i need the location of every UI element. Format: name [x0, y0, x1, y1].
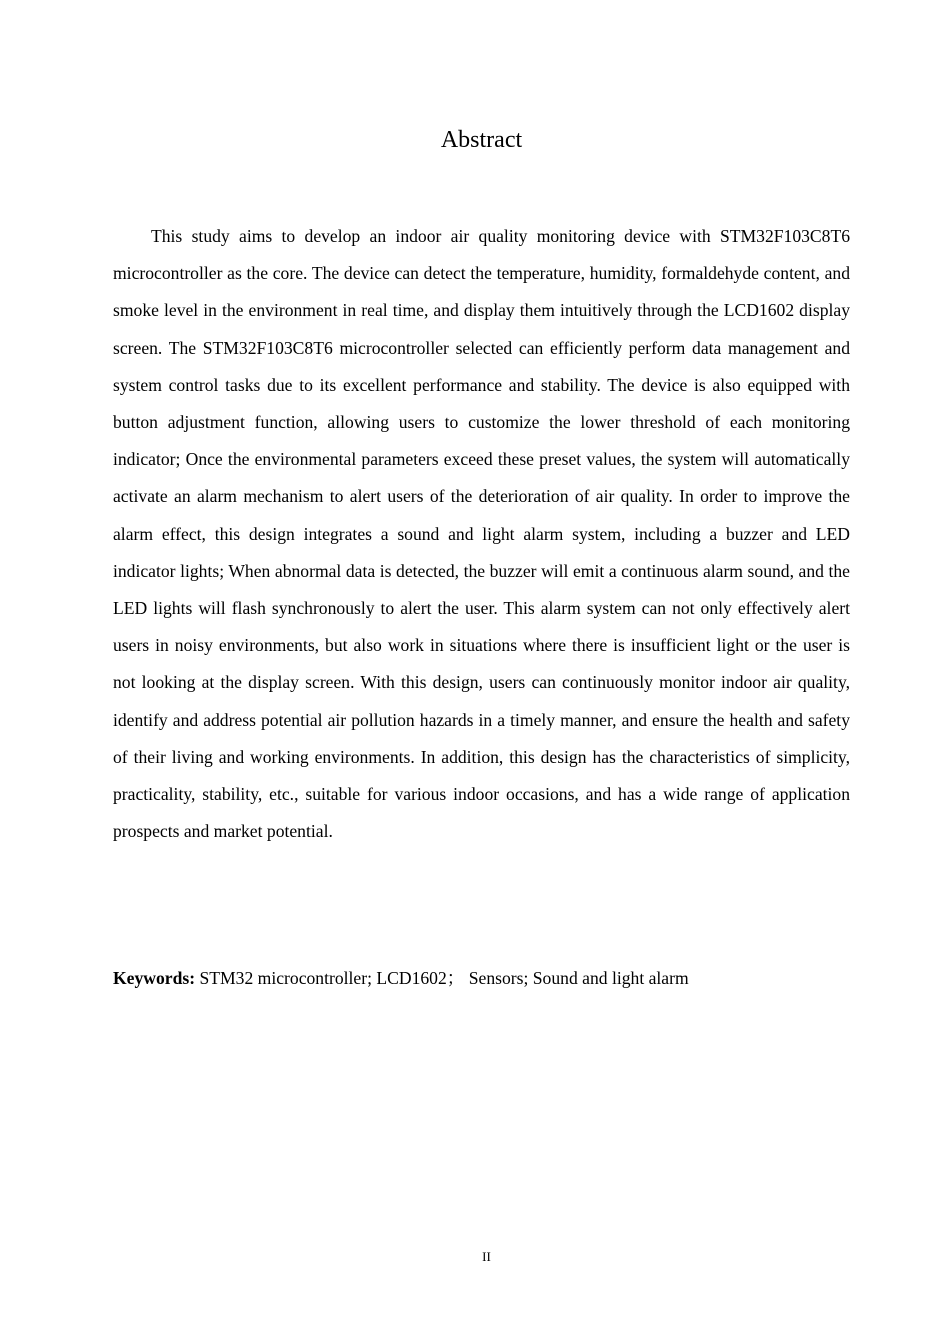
- keywords-label: Keywords:: [113, 968, 196, 988]
- abstract-title: Abstract: [440, 127, 523, 153]
- page-number: II: [482, 1249, 491, 1264]
- abstract-body: This study aims to develop an indoor air quality monitoring device with STM32F103C8T6 microcontroller as the core. The device can detect the temperature, humidity, formaldehyde content, and smoke level in the environment in real time, and display them intuitively through the LCD1602 display screen. The STM32F103C8T6 microcontroller selected can efficiently perform data management and system control tasks due to its excellent performance and stability. The device is also equipped with button adjustment function, allowing users to customize the lower threshold of each monitoring indicator; Once the environmental parameters exceed these preset values, the system will automatically activate an alarm mechanism to alert users of the deterioration of air quality. In order to improve the alarm effect, this design integrates a sound and light alarm system, including a buzzer and LED indicator lights; When abnormal data is detected, the buzzer will emit a continuous alarm sound, and the LED lights will flash synchronously to alert the user. This alarm system can not only effectively alert users in noisy environments, but also work in situations where there is insufficient light or the user is not looking at the display screen. With this design, users can continuously monitor indoor air quality, identify and address potential air pollution hazards in a timely manner, and ensure the health and safety of their living and working environments. In addition, this design has the characteristics of simplicity, practicality, stability, etc., suitable for various indoor occasions, and has a wide range of application prospects and market potential.: [113, 226, 850, 842]
- keywords-text: STM32 microcontroller; LCD1602； Sensors; Sound and light alarm: [199, 968, 689, 988]
- keywords-line: [113, 962, 873, 994]
